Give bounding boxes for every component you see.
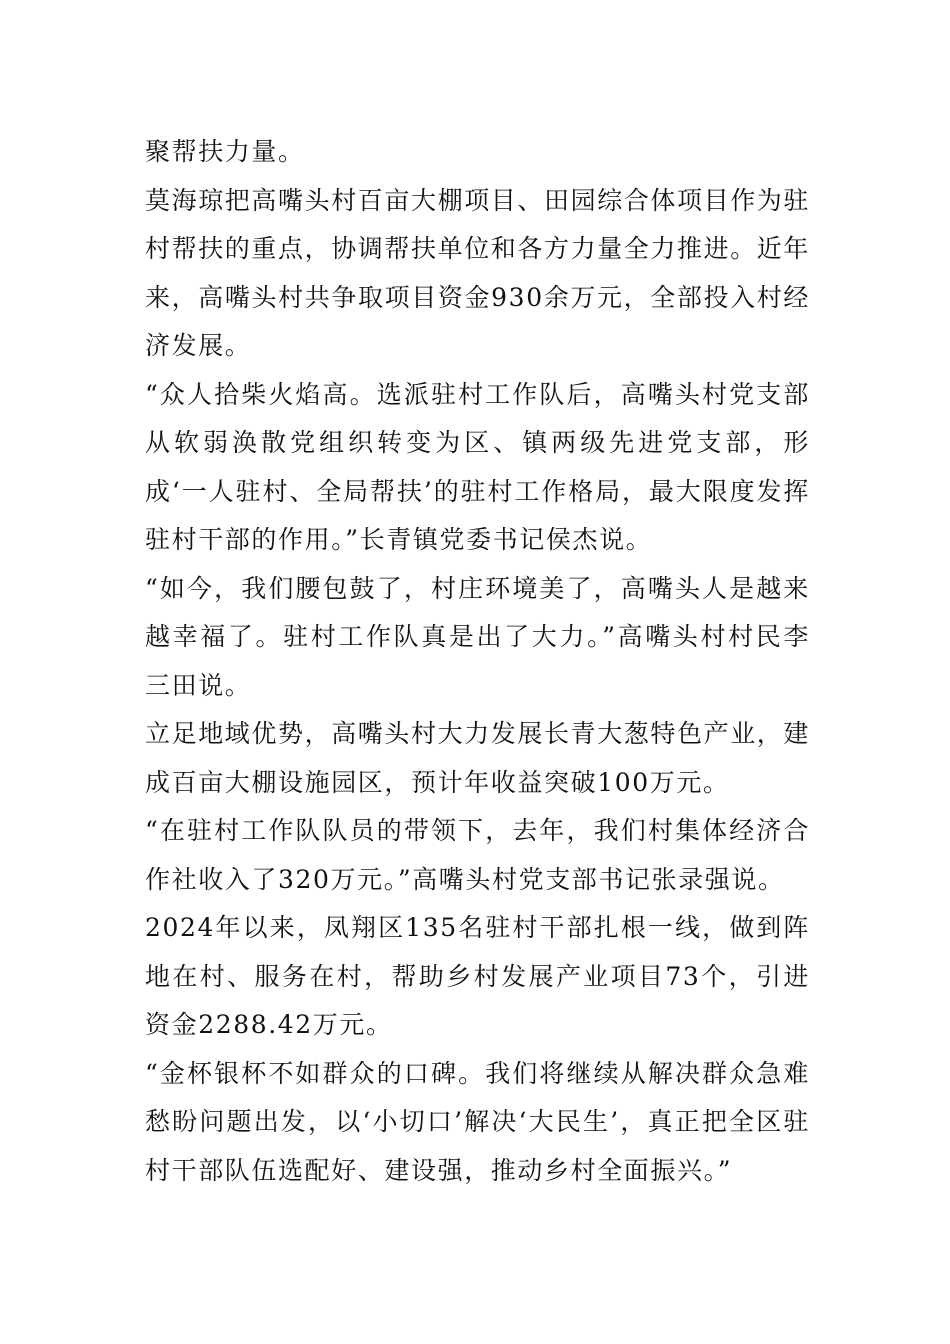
paragraph: “众人拾柴火焰高。选派驻村工作队后，高嘴头村党支部从软弱涣散党组织转变为区、镇两级先进党支部，形成‘一人驻村、全局帮扶’的驻村工作格局，最大限度发挥驻村干部的作用。”长青镇党委书记侯杰说。	[145, 379, 810, 554]
paragraph: “在驻村工作队队员的带领下，去年，我们村集体经济合作社收入了320万元。”高嘴头村党支部书记张录强说。	[145, 816, 810, 894]
paragraph: 2024年以来，凤翔区135名驻村干部扎根一线，做到阵地在村、服务在村，帮助乡村发展产业项目73个，引进资金2288.42万元。	[145, 913, 810, 1039]
paragraph: 聚帮扶力量。	[145, 137, 305, 166]
paragraph: 立足地域优势，高嘴头村大力发展长青大葱特色产业，建成百亩大棚设施园区，预计年收益突破100万元。	[145, 719, 811, 797]
paragraph: “如今，我们腰包鼓了，村庄环境美了，高嘴头人是越来越幸福了。驻村工作队真是出了大力。”高嘴头村村民李三田说。	[145, 573, 810, 700]
paragraph: 莫海琼把高嘴头村百亩大棚项目、田园综合体项目作为驻村帮扶的重点，协调帮扶单位和各方力量全力推进。近年来，高嘴头村共争取项目资金930余万元，全部投入村经济发展。	[145, 185, 811, 360]
paragraph: “金杯银杯不如群众的口碑。我们将继续从解决群众急难愁盼问题出发，以‘小切口’解决‘大民生’，真正把全区驻村干部队伍选配好、建设强，推动乡村全面振兴。”	[145, 1058, 810, 1185]
article-body	[145, 128, 810, 1195]
